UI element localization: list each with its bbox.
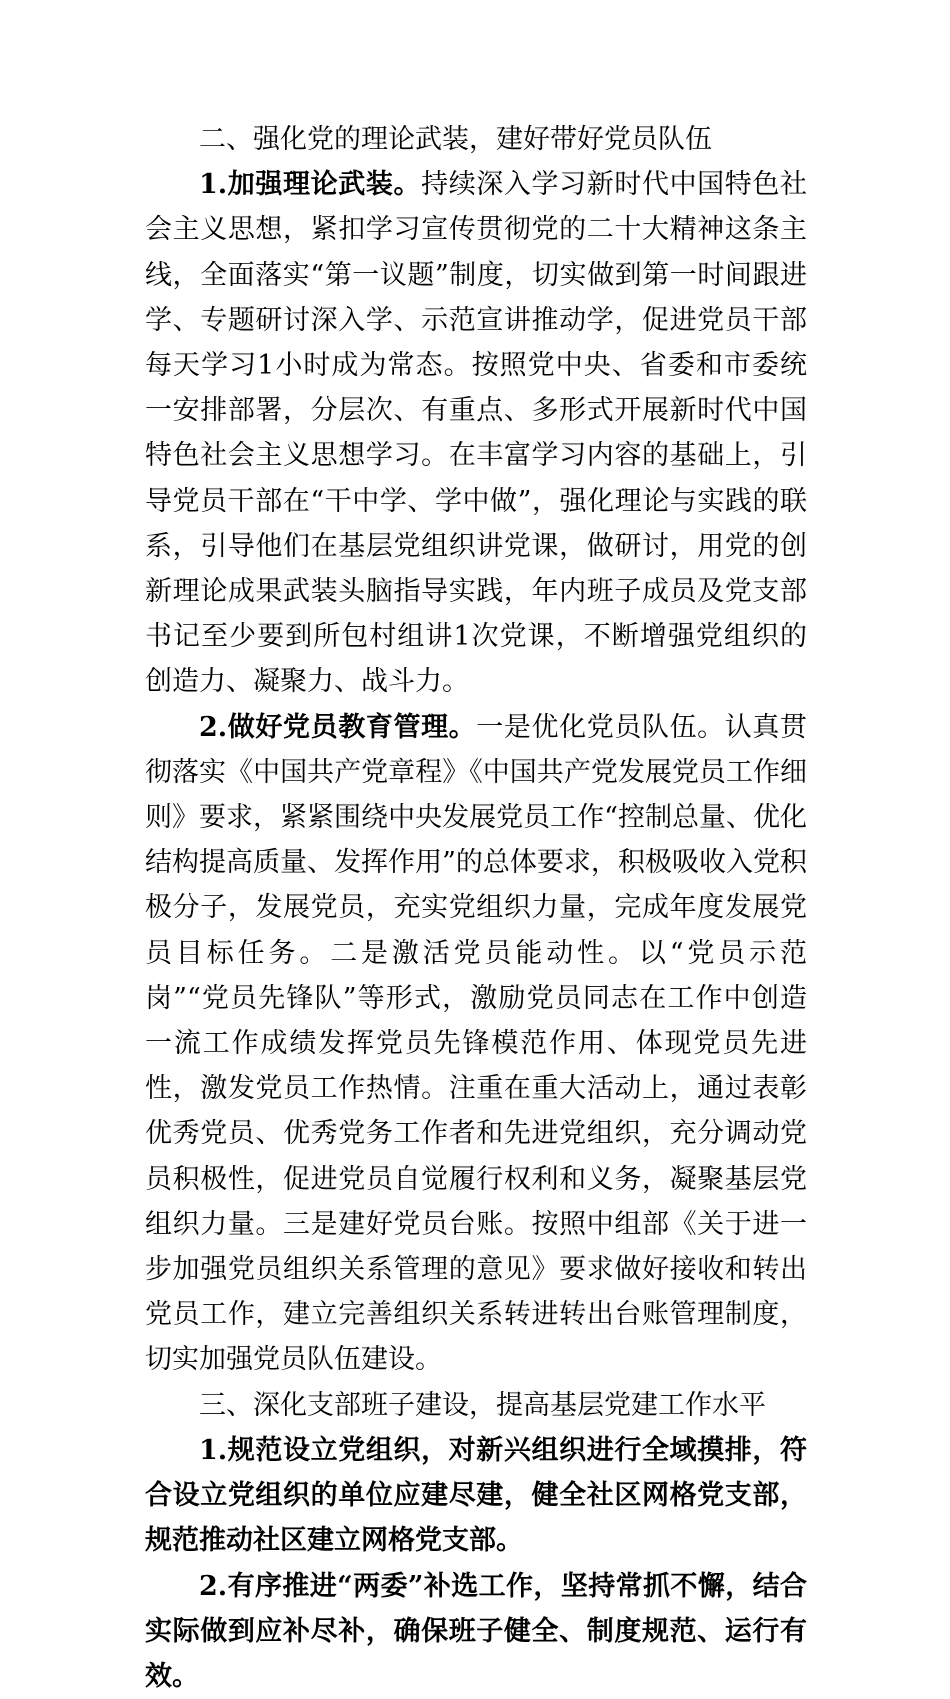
paragraph-member-management — [145, 705, 807, 1383]
section-heading-3: 三、深化支部班子建设，提高基层党建工作水平 — [145, 1383, 807, 1428]
paragraph-committee-election: 2.有序推进“两委”补选工作，坚持常抓不懈，结合实际做到应补尽补，确保班子健全、制度规范、运行有效。 — [145, 1564, 807, 1699]
paragraph-lead-member-management: 2.做好党员教育管理。 — [199, 712, 476, 743]
document-page — [145, 117, 807, 1699]
section-heading-2: 二、强化党的理论武装，建好带好党员队伍 — [145, 117, 807, 162]
paragraph-party-organization: 1.规范设立党组织，对新兴组织进行全域摸排，符合设立党组织的单位应建尽建，健全社区网格党支部，规范推动社区建立网格党支部。 — [145, 1428, 807, 1564]
paragraph-body-member-management: 一是优化党员队伍。认真贯彻落实《中国共产党章程》《中国共产党发展党员工作细则》要求，紧紧围绕中央发展党员工作“控制总量、优化结构提高质量、发挥作用”的总体要求，积极吸收入党积极分子，发展党员，充实党组织力量，完成年度发展党员目标任务。二是激活党员能动性。以“党员示范岗”“党员先锋队”等形式，激励党员同志在工作中创造一流工作成绩发挥党员先锋模范作用、体现党员先进性，激发党员工作热情。注重在重大活动上，通过表彰优秀党员、优秀党务工作者和先进党组织，充分调动党员积极性，促进党员自觉履行权利和义务，凝聚基层党组织力量。三是建好党员台账。按照中组部《关于进一步加强党员组织关系管理的意见》要求做好接收和转出党员工作，建立完善组织关系转进转出台账管理制度，切实加强党员队伍建设。 — [145, 712, 807, 1376]
paragraph-lead-theory-study: 1.加强理论武装。 — [199, 169, 421, 200]
paragraph-theory-study — [145, 162, 807, 704]
paragraph-body-theory-study: 持续深入学习新时代中国特色社会主义思想，紧扣学习宣传贯彻党的二十大精神这条主线，全面落实“第一议题”制度，切实做到第一时间跟进学、专题研讨深入学、示范宣讲推动学，促进党员干部每天学习1小时成为常态。按照党中央、省委和市委统一安排部署，分层次、有重点、多形式开展新时代中国特色社会主义思想学习。在丰富学习内容的基础上，引导党员干部在“干中学、学中做”，强化理论与实践的联系，引导他们在基层党组织讲党课，做研讨，用党的创新理论成果武装头脑指导实践，年内班子成员及党支部书记至少要到所包村组讲1次党课，不断增强党组织的创造力、凝聚力、战斗力。 — [145, 169, 807, 697]
